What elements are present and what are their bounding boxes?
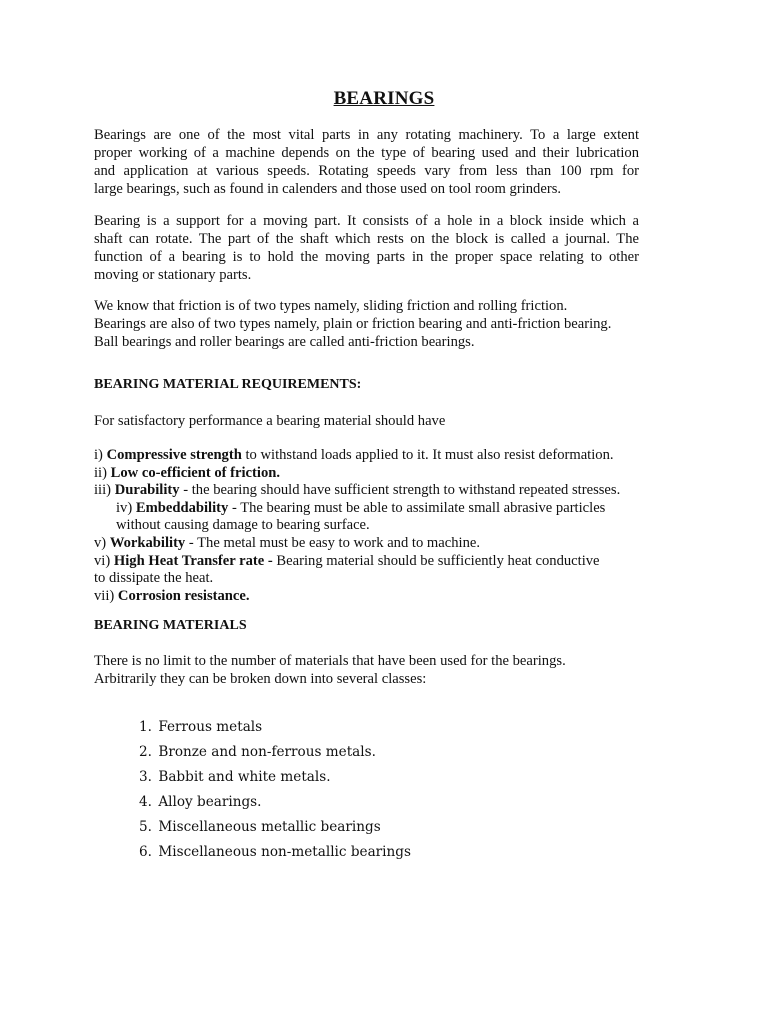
material-item (132, 790, 532, 815)
requirement-item (94, 553, 674, 571)
requirements-intro-text: For satisfactory performance a bearing material should have (94, 413, 446, 429)
material-text: Miscellaneous metallic bearings (158, 819, 381, 835)
material-number: 3. (139, 769, 152, 785)
material-item (132, 765, 532, 790)
requirement-desc-cont: without causing damage to bearing surface. (116, 517, 370, 534)
requirement-desc: - The metal must be easy to work and to machine. (185, 534, 481, 551)
friction-line: We know that friction is of two types namely, sliding friction and rolling friction. (94, 298, 568, 314)
requirement-number: ii) (94, 464, 111, 481)
definition-line: function of a bearing is to hold the moving parts in the proper space relating to other (94, 249, 639, 265)
requirement-item (94, 588, 674, 606)
definition-line: shaft can rotate. The part of the shaft which rests on the block is called a journal. The (94, 231, 639, 247)
material-number: 2. (139, 744, 152, 760)
definition-line: Bearing is a support for a moving part. It consists of a hole in a block inside which a (94, 213, 639, 229)
requirement-number: i) (94, 447, 107, 463)
material-text: Miscellaneous non-metallic bearings (158, 844, 411, 860)
requirement-item (94, 465, 674, 483)
requirement-item (94, 500, 674, 518)
requirement-number: v) (94, 534, 110, 551)
requirement-number: vii) (94, 587, 118, 604)
requirement-desc: - the bearing should have sufficient strength to withstand repeated stresses. (179, 482, 621, 499)
material-number: 6. (139, 844, 152, 860)
friction-paragraph (94, 297, 654, 351)
material-text: Ferrous metals (158, 719, 263, 735)
materials-list (132, 715, 532, 865)
material-text: Alloy bearings. (158, 794, 262, 810)
requirement-desc-cont: to dissipate the heat. (94, 570, 214, 587)
requirement-term: High Heat Transfer rate - (113, 552, 273, 569)
requirement-number: iii) (94, 482, 115, 499)
intro-line: Bearings are one of the most vital parts in any rotating machinery. To a large extent (94, 127, 639, 143)
materials-heading: BEARING MATERIALS (94, 618, 247, 633)
material-text: Bronze and non-ferrous metals. (158, 744, 376, 760)
requirement-term: Workability (109, 534, 186, 551)
requirement-item (94, 535, 674, 553)
requirement-desc: Bearing material should be sufficiently heat conductive (272, 552, 600, 569)
requirement-term: Low co-efficient of friction. (110, 464, 281, 481)
materials-paragraph (94, 652, 654, 688)
requirement-item (94, 482, 674, 500)
requirement-desc: - The bearing must be able to assimilate small abrasive particles (228, 499, 606, 516)
requirement-term: Corrosion resistance. (117, 587, 250, 604)
intro-paragraph (94, 126, 639, 198)
intro-line: proper working of a machine depends on the type of bearing used and their lubrication (94, 145, 639, 161)
friction-line: Ball bearings and roller bearings are called anti-friction bearings. (94, 334, 475, 350)
requirements-intro (94, 412, 654, 430)
requirement-continuation (94, 517, 674, 535)
requirement-term: Embeddability (135, 499, 229, 516)
material-number: 4. (139, 794, 152, 810)
material-number: 5. (139, 819, 152, 835)
definition-paragraph (94, 212, 639, 284)
definition-line: moving or stationary parts. (94, 267, 252, 283)
materials-line: There is no limit to the number of materials that have been used for the bearings. (94, 653, 566, 669)
requirement-continuation (94, 570, 674, 588)
material-item (132, 740, 532, 765)
intro-line: and application at various speeds. Rotating speeds vary from less than 100 rpm for (94, 163, 639, 179)
requirement-number: iv) (116, 499, 136, 516)
requirement-term: Durability (114, 482, 180, 499)
requirement-number: vi) (94, 552, 114, 569)
material-item (132, 840, 532, 865)
document-title: BEARINGS (333, 88, 435, 109)
material-item (132, 715, 532, 740)
material-text: Babbit and white metals. (158, 769, 331, 785)
intro-line: large bearings, such as found in calenders and those used on tool room grinders. (94, 181, 562, 197)
materials-line: Arbitrarily they can be broken down into several classes: (94, 671, 427, 687)
requirements-heading: BEARING MATERIAL REQUIREMENTS: (94, 377, 362, 392)
requirement-desc: to withstand loads applied to it. It must also resist deformation. (241, 447, 614, 463)
requirement-term: Compressive strength (106, 447, 242, 463)
friction-line: Bearings are also of two types namely, plain or friction bearing and anti-friction bearing. (94, 316, 612, 332)
material-number: 1. (139, 719, 152, 735)
material-item (132, 815, 532, 840)
requirement-item (94, 447, 674, 465)
requirements-list (94, 447, 674, 605)
